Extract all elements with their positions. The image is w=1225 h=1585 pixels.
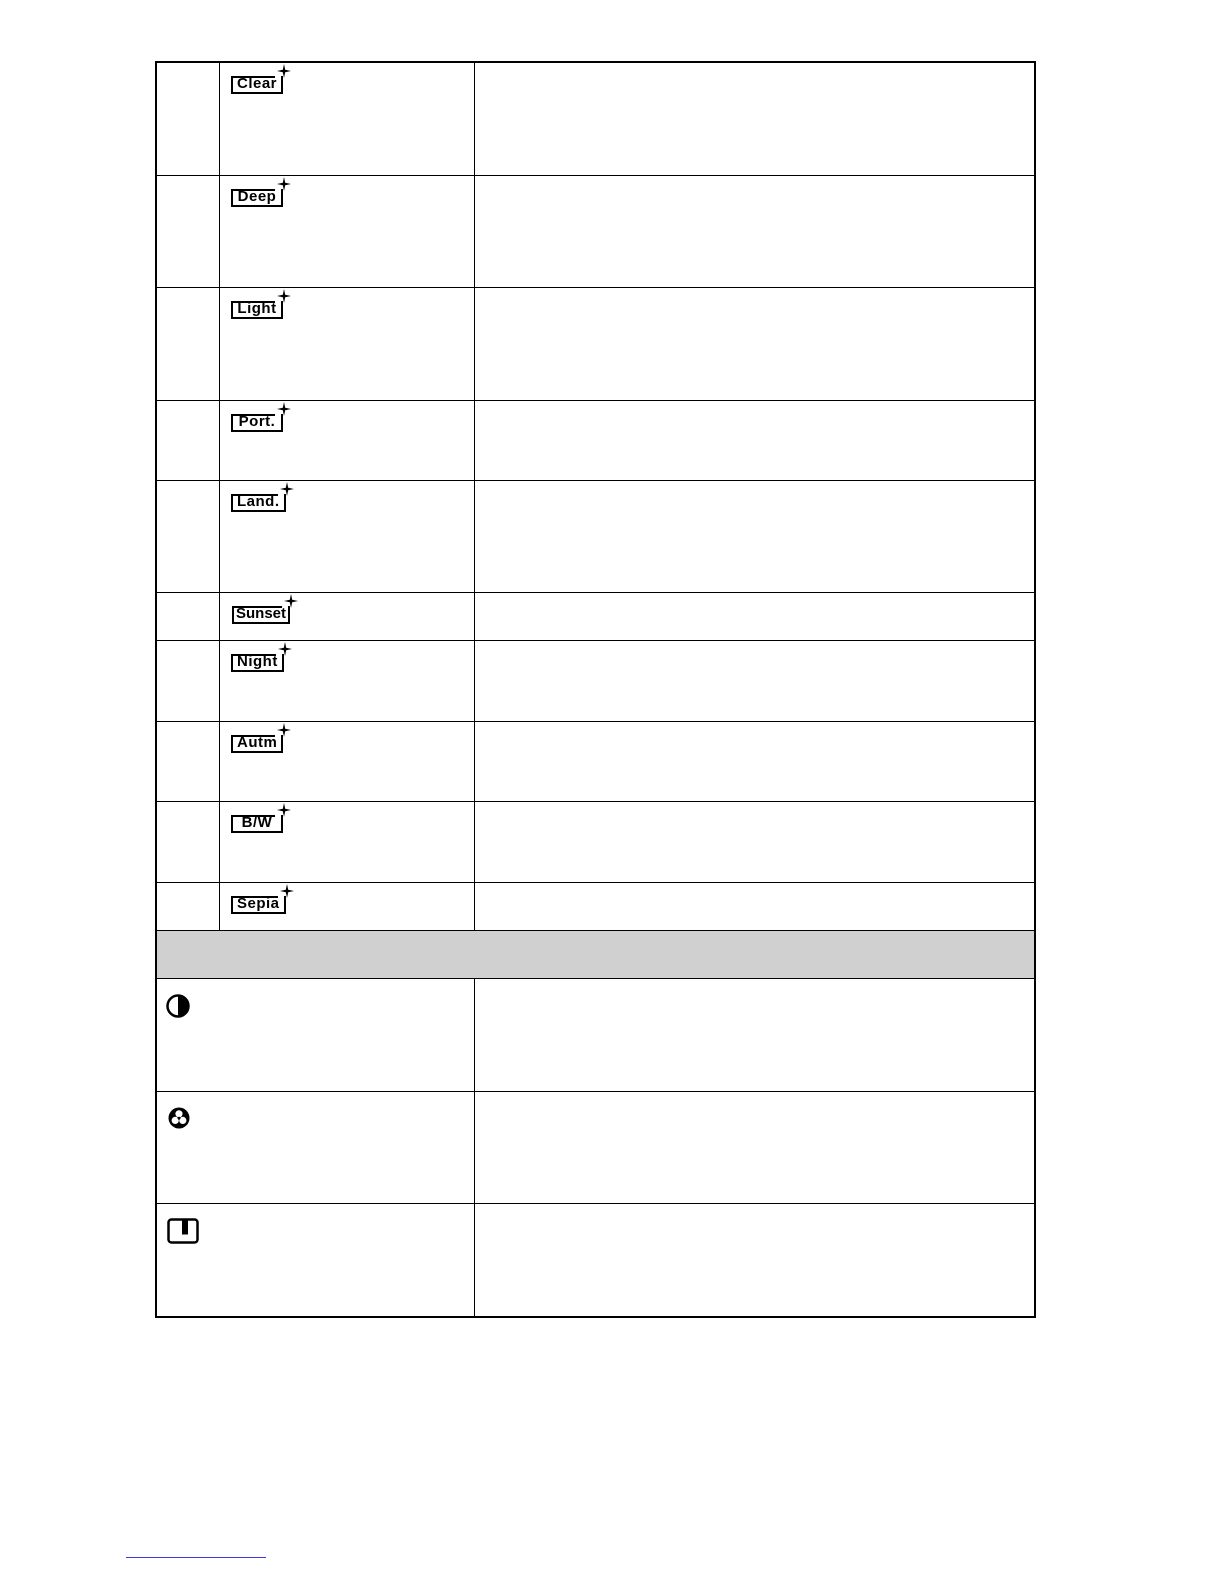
table-cell: [475, 1092, 1034, 1203]
table-cell: [475, 593, 1034, 640]
table-row: [157, 401, 1034, 481]
table-cell: [475, 401, 1034, 480]
style-badge-sunset: Sunset: [232, 605, 290, 622]
style-badge-clear: Clear: [231, 75, 283, 92]
sparkle-icon: [277, 723, 291, 737]
sparkle-icon: [277, 289, 291, 303]
sparkle-icon: [278, 642, 292, 656]
table-cell: [157, 593, 220, 640]
style-badge-sepia: Sepia: [231, 895, 286, 912]
table-row: [157, 641, 1034, 722]
table-cell: [220, 176, 475, 287]
table-cell: [475, 722, 1034, 801]
table-cell: [475, 176, 1034, 287]
saturation-icon: [167, 1106, 191, 1130]
table-cell: [220, 593, 475, 640]
style-badge-landscape: Land.: [231, 493, 286, 510]
sparkle-icon: [280, 884, 294, 898]
sparkle-icon: [284, 594, 298, 608]
table-cell: [220, 481, 475, 592]
table-row: [157, 176, 1034, 288]
table-row: [157, 1204, 1034, 1316]
table-cell: [157, 883, 220, 930]
style-badge-light: Light: [231, 300, 283, 317]
table-row: [157, 288, 1034, 401]
table-row: [157, 1092, 1034, 1204]
table-cell: [475, 63, 1034, 175]
sparkle-icon: [277, 803, 291, 817]
sparkle-icon: [277, 64, 291, 78]
table-cell: [220, 641, 475, 721]
footer-divider: [126, 1557, 266, 1558]
table-cell: [157, 288, 220, 400]
sparkle-icon: [280, 482, 294, 496]
table-row: [157, 63, 1034, 176]
style-badge-portrait: Port.: [231, 413, 283, 430]
style-badge-night: Night: [231, 653, 284, 670]
table-cell: [220, 288, 475, 400]
table-cell: [475, 883, 1034, 930]
table-cell: [157, 401, 220, 480]
section-header-row: [157, 931, 1034, 979]
table-row: [157, 593, 1034, 641]
sparkle-icon: [277, 177, 291, 191]
settings-table: [155, 61, 1036, 1318]
table-cell: [157, 722, 220, 801]
table-cell: [157, 1092, 475, 1203]
table-cell: [220, 722, 475, 801]
table-cell: [157, 1204, 475, 1316]
style-badge-autumn: Autm: [231, 734, 283, 751]
table-cell: [157, 802, 220, 882]
table-cell: [220, 883, 475, 930]
table-row: [157, 802, 1034, 883]
table-cell: [475, 481, 1034, 592]
table-cell: [157, 641, 220, 721]
style-badge-deep: Deep: [231, 188, 283, 205]
contrast-icon: [165, 993, 191, 1019]
table-cell: [157, 979, 475, 1091]
style-badge-bw: B/W: [231, 814, 283, 831]
table-row: [157, 481, 1034, 593]
table-row: [157, 979, 1034, 1092]
table-cell: [475, 1204, 1034, 1316]
table-cell: [220, 401, 475, 480]
table-row: [157, 883, 1034, 931]
table-cell: [475, 802, 1034, 882]
table-row: [157, 722, 1034, 802]
sparkle-icon: [277, 402, 291, 416]
table-cell: [475, 288, 1034, 400]
table-cell: [475, 641, 1034, 721]
table-cell: [475, 979, 1034, 1091]
table-cell: [157, 63, 220, 175]
table-cell: [220, 63, 475, 175]
sharpness-icon: [167, 1218, 199, 1244]
table-cell: [157, 176, 220, 287]
table-cell: [157, 481, 220, 592]
table-cell: [220, 802, 475, 882]
